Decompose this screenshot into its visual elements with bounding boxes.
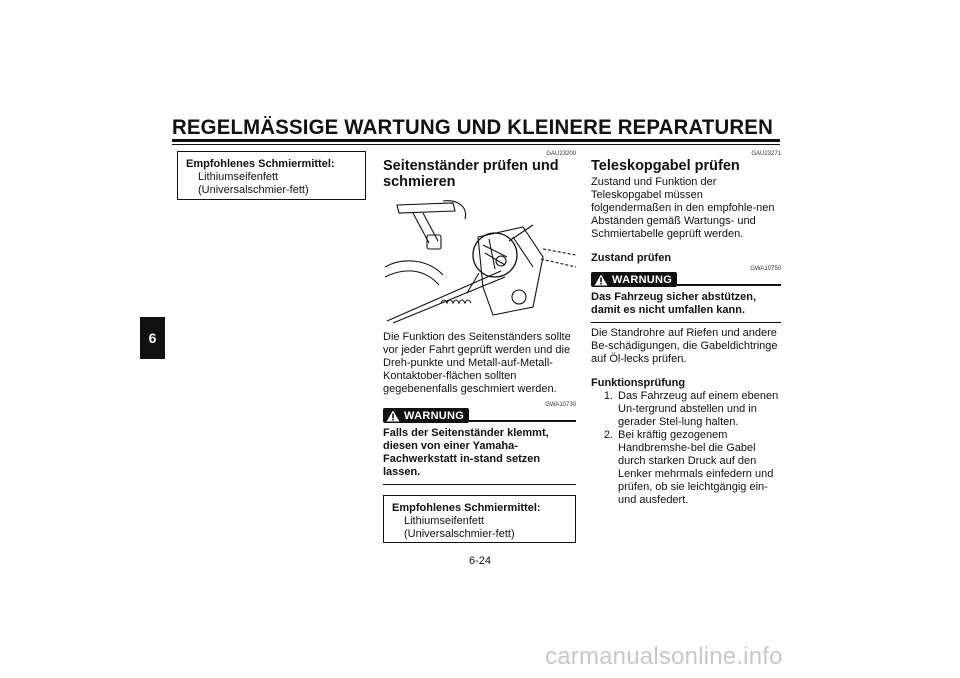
function-steps <box>591 390 781 507</box>
page-title: REGELMÄSSIGE WARTUNG UND KLEINERE REPARATUREN <box>172 116 774 139</box>
lubricant-box-left <box>177 151 366 200</box>
lubricant-box-middle <box>383 495 576 543</box>
step-number: 1. <box>603 390 613 402</box>
header-rule-thin <box>172 144 780 145</box>
step-text: Bei kräftig gezogenem Handbremshe-bel die Gabel durch starken Druck auf den Lenker mehrmals einfedern und prüfen, ob sie leichtgängig ein- und ausfedert. <box>618 429 774 506</box>
lubricant-heading: Empfohlenes Schmiermittel: <box>186 158 335 170</box>
warning-badge <box>383 408 469 423</box>
list-item <box>591 429 781 507</box>
section-code: GAU23200 <box>546 151 576 157</box>
warning-label: WARNUNG <box>404 409 465 422</box>
warning-rule <box>677 284 781 286</box>
right-column <box>591 151 781 507</box>
header-rule <box>172 139 780 142</box>
warning-badge <box>591 272 677 287</box>
lubricant-text: Lithiumseifenfett (Universalschmier-fett) <box>404 515 515 540</box>
step-text: Das Fahrzeug auf einem ebenen Un-tergrund abstellen und in gerader Stel-lung halten. <box>618 390 779 428</box>
sidestand-drawing-icon <box>383 197 576 325</box>
fork-intro: Zustand und Funktion der Teleskopgabel müssen folgendermaßen in den empfohle-nen Abständen gemäß Wartungs- und Schmiertabelle geprüft werden. <box>591 176 775 240</box>
sidestand-illustration <box>383 197 576 325</box>
warning-header <box>383 408 576 423</box>
condition-text: Die Standrohre auf Riefen und andere Be-schädigungen, die Gabeldichtringe auf Öl-lecks prüfen. <box>591 327 778 365</box>
chapter-number: 6 <box>148 330 157 346</box>
warning-header <box>591 272 781 287</box>
warning-triangle-icon <box>386 410 400 422</box>
section-title-sidestand: Seitenständer prüfen und schmieren <box>383 158 559 190</box>
warning-code: GWA10730 <box>545 402 576 408</box>
watermark: carmanualsonline.info <box>545 643 783 670</box>
chapter-tab <box>140 317 165 359</box>
subheading-condition: Zustand prüfen <box>591 252 672 264</box>
section-title-fork: Teleskopgabel prüfen <box>591 158 740 174</box>
section-code: GAU23271 <box>751 151 781 157</box>
warning-rule <box>469 420 576 422</box>
step-number: 2. <box>603 429 613 441</box>
warning-triangle-icon <box>594 274 608 286</box>
warning-code: GWA10750 <box>750 266 781 272</box>
subheading-function: Funktionsprüfung <box>591 377 686 389</box>
lubricant-text: Lithiumseifenfett (Universalschmier-fett) <box>198 171 309 196</box>
warning-text: Das Fahrzeug sicher abstützen, damit es nicht umfallen kann. <box>591 287 781 323</box>
sidestand-paragraph: Die Funktion des Seitenständers sollte vor jeder Fahrt geprüft werden und die Dreh-punkte und Metall-auf-Metall-Kontaktober-flächen sollten gegebenenfalls geschmiert werden. <box>383 331 571 395</box>
warning-text: Falls der Seitenständer klemmt, diesen von einer Yamaha-Fachwerkstatt in-stand setzen lassen. <box>383 423 576 485</box>
warning-label: WARNUNG <box>612 273 673 286</box>
middle-column <box>383 151 576 543</box>
page-number: 6-24 <box>468 555 492 567</box>
list-item <box>591 390 781 429</box>
lubricant-heading: Empfohlenes Schmiermittel: <box>392 502 541 514</box>
